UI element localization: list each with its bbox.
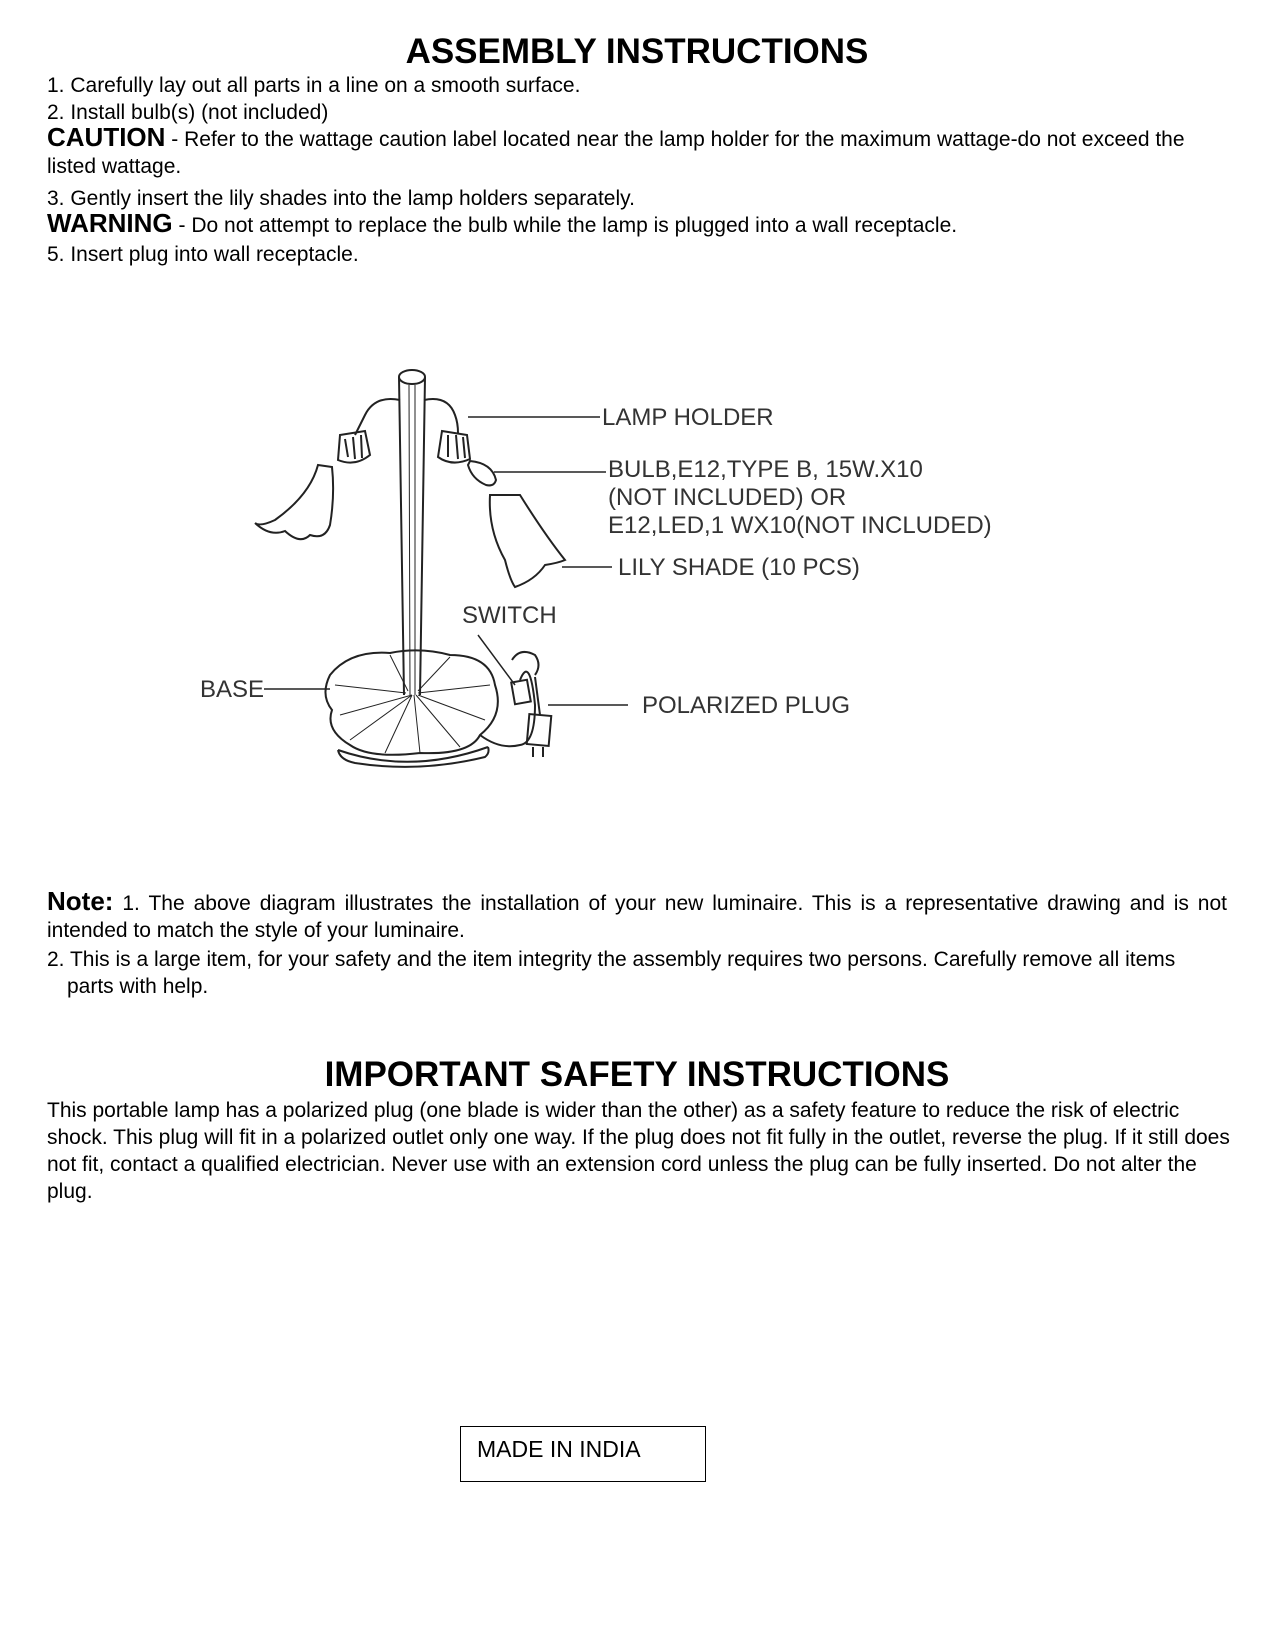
step-2: 2. Install bulb(s) (not included) <box>47 101 329 124</box>
caution-paragraph <box>47 124 1227 180</box>
right-arm <box>424 399 458 433</box>
made-in-label: MADE IN INDIA <box>460 1426 706 1482</box>
note-paragraph <box>47 888 1227 944</box>
warning-paragraph <box>47 210 957 239</box>
safety-text: This portable lamp has a polarized plug (one blade is wider than the other) as a safety feature to reduce the risk of electric shock. This plug will fit in a polarized outlet only one way. If the plug does not fit fully in the outlet, reverse the plug. If it still does not fit, contact a qualified electrician. Never use with an extension cord unless the plug can be fully inserted. Do not alter the plug. <box>47 1099 1230 1203</box>
leader-switch <box>478 635 515 685</box>
note-text-1: 1. The above diagram illustrates the installation of your new luminaire. This is a representative drawing and is not intended to match the style of your luminaire. <box>47 892 1227 942</box>
left-arm <box>355 399 400 435</box>
lamp-diagram <box>190 355 1020 825</box>
label-bulb-line2: (NOT INCLUDED) OR <box>608 484 847 511</box>
pole-cap <box>399 370 425 384</box>
step-3: 3. Gently insert the lily shades into the lamp holders separately. <box>47 187 635 210</box>
warning-label: WARNING <box>47 208 173 238</box>
bulb-shape <box>468 461 496 485</box>
warning-text: - Do not attempt to replace the bulb while the lamp is plugged into a wall receptacle. <box>172 214 958 237</box>
caution-text: - Refer to the wattage caution label located near the lamp holder for the maximum wattage-do not exceed the listed wattage. <box>47 128 1185 178</box>
label-switch: SWITCH <box>462 602 557 629</box>
label-bulb-line1: BULB,E12,TYPE B, 15W.X10 <box>608 456 923 483</box>
lamp-diagram-svg <box>190 355 1020 825</box>
pole <box>399 377 425 695</box>
label-polarized-plug: POLARIZED PLUG <box>642 692 851 719</box>
label-lily-shade: LILY SHADE (10 PCS) <box>618 554 860 581</box>
safety-title: IMPORTANT SAFETY INSTRUCTIONS <box>324 1055 950 1094</box>
label-lamp-holder: LAMP HOLDER <box>602 404 774 431</box>
label-base: BASE <box>200 676 265 703</box>
note-item-2: 2. This is a large item, for your safety and the item integrity the assembly requires two persons. Carefully remove all items parts with help. <box>47 948 1176 998</box>
left-lily-shade <box>255 465 333 539</box>
right-lily-shade <box>490 495 565 587</box>
note-label: Note: <box>47 886 114 916</box>
plug-shape <box>527 714 552 746</box>
caution-label: CAUTION <box>47 122 166 152</box>
step-5: 5. Insert plug into wall receptacle. <box>47 243 359 266</box>
label-bulb-line3: E12,LED,1 WX10(NOT INCLUDED) <box>608 512 992 539</box>
step-1: 1. Carefully lay out all parts in a line on a smooth surface. <box>47 74 581 97</box>
assembly-title: ASSEMBLY INSTRUCTIONS <box>405 32 869 71</box>
